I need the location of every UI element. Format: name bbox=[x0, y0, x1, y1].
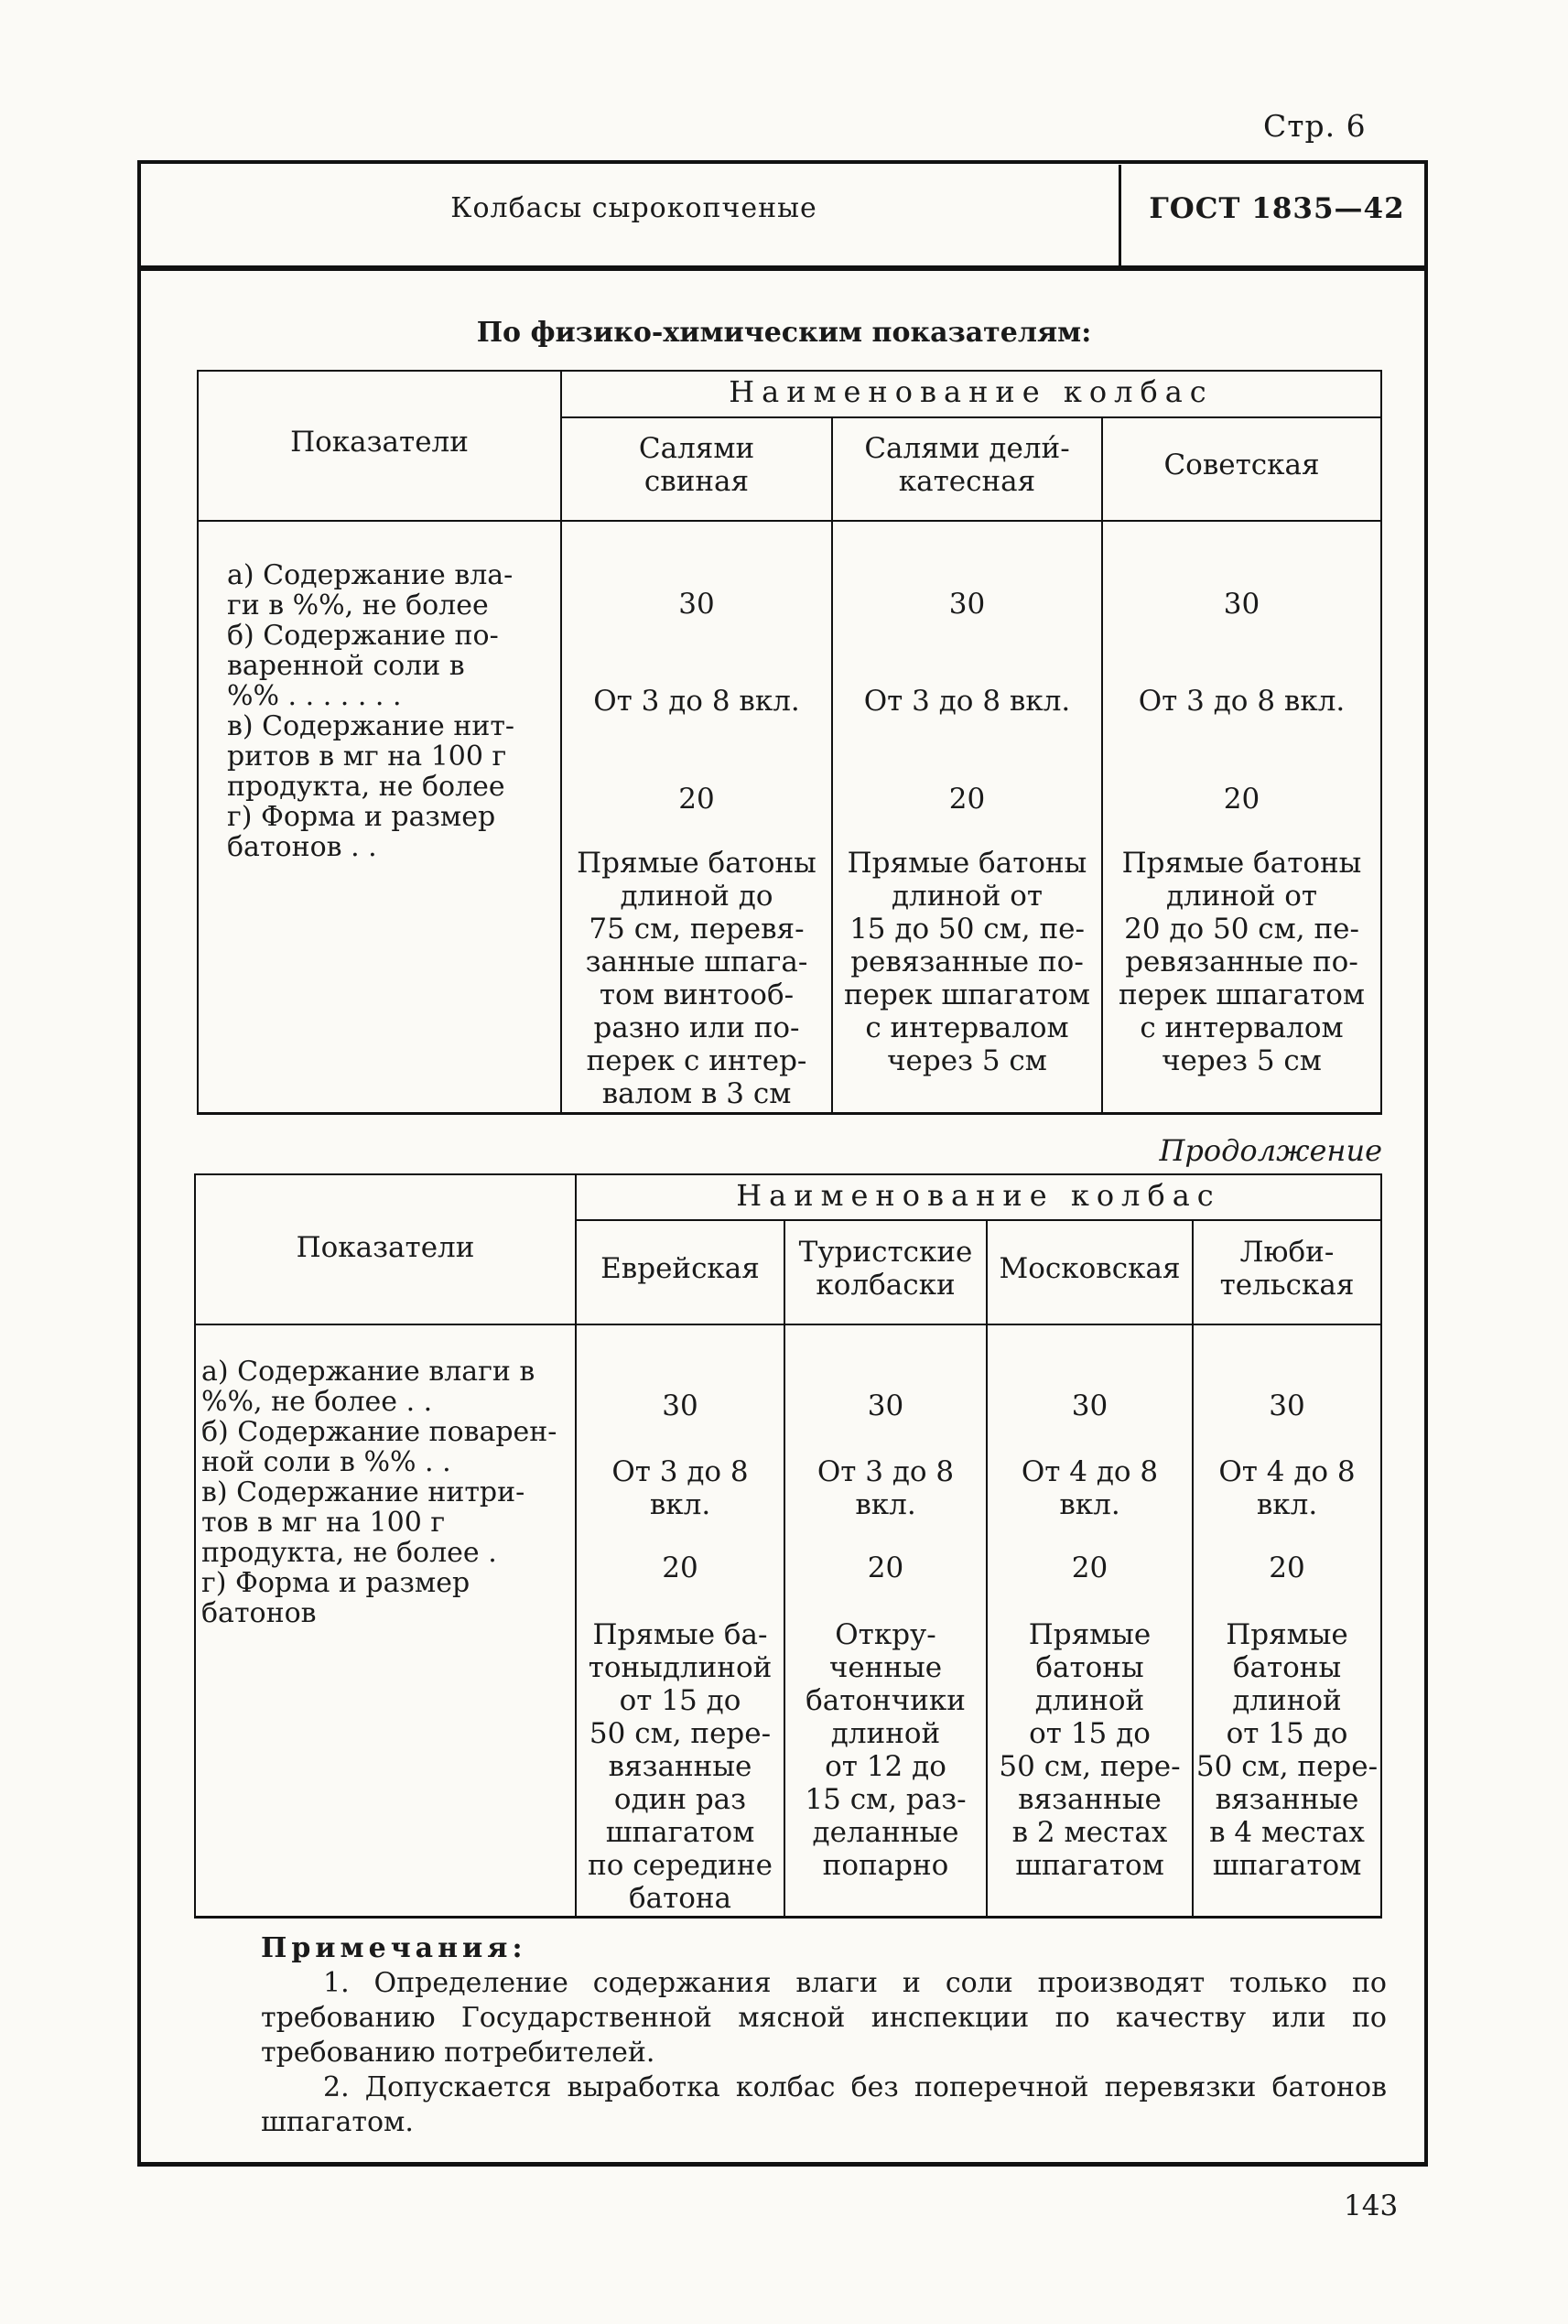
t2-moisture-1: 30 bbox=[662, 1389, 698, 1422]
continuation-label: Продолжение bbox=[1159, 1133, 1382, 1168]
t2-col-header-moskovskaya: Московская bbox=[999, 1252, 1181, 1285]
note-item-2: 2. Допускается выработка колбас без поперечной перевязки батонов шпагатом. bbox=[261, 2071, 1387, 2138]
t2-right-rule bbox=[1380, 1173, 1382, 1917]
t1-nitrites-2: 20 bbox=[948, 783, 986, 816]
header-top-rule bbox=[137, 160, 1428, 164]
t1-shape-2: Прямые батоны длиной от 15 до 50 см, пе- ревязанные по- перек шпагатом с интервалом через 5 см bbox=[843, 847, 1091, 1077]
t1-group-rule bbox=[560, 416, 1382, 418]
t2-shape-4: Прямые батоны длиной от 15 до 50 см, пере- вязанные в 4 местах шпагатом bbox=[1195, 1618, 1379, 1882]
t2-nitrites-4: 20 bbox=[1269, 1551, 1305, 1584]
t2-shape-3: Прямые батоны длиной от 15 до 50 см, пере- вязанные в 2 местах шпагатом bbox=[999, 1618, 1181, 1882]
t1-right-rule bbox=[1380, 370, 1382, 1113]
t1-indicators-list: а) Содержание вла- ги в %%, не более б) Содержание по- варенной соли в %% . . . . . . . в) Содержание нит- ритов в мг на 100 г продукта, не более г) Форма и размер батонов . . bbox=[227, 559, 515, 863]
t2-salt-1: От 3 до 8 вкл. bbox=[611, 1455, 749, 1521]
t1-col-header-salami-delicatessen: Салями дели́- катесная bbox=[864, 432, 1070, 498]
t1-shape-3: Прямые батоны длиной от 20 до 50 см, пе- ревязанные по- перек шпагатом с интервалом через 5 см bbox=[1118, 847, 1366, 1077]
t1-left-rule bbox=[197, 370, 199, 1113]
t2-shape-2: Откру- ченные батончики длиной от 12 до 15 см, раз- деланные попарно bbox=[805, 1618, 967, 1882]
notes-title: Примечания: bbox=[261, 1932, 527, 1964]
t1-col-header-sovetskaya: Советская bbox=[1163, 449, 1320, 481]
t1-nitrites-1: 20 bbox=[678, 783, 715, 816]
t2-salt-3: От 4 до 8 вкл. bbox=[1021, 1455, 1159, 1521]
t1-salt-3: От 3 до 8 вкл. bbox=[1138, 685, 1346, 718]
t1-nitrites-3: 20 bbox=[1223, 783, 1260, 816]
gost-number: ГОСТ 1835—42 bbox=[1149, 192, 1405, 225]
t1-indicators-header: Показатели bbox=[290, 426, 469, 459]
t2-bottom-rule bbox=[194, 1916, 1382, 1919]
t2-nitrites-1: 20 bbox=[662, 1551, 698, 1584]
t2-group-header: Наименование колбас bbox=[736, 1178, 1221, 1213]
t2-head-rule bbox=[194, 1324, 1382, 1325]
t2-col-header-evreyskaya: Еврейская bbox=[600, 1252, 760, 1285]
page-number-bottom: 143 bbox=[1344, 2189, 1399, 2222]
t1-shape-1: Прямые батоны длиной до 75 см, перевя- занные шпага- том винтооб- разно или по- перек с интер- валом в 3 см bbox=[577, 847, 816, 1110]
t1-bottom-rule bbox=[197, 1112, 1382, 1115]
t1-group-header: Наименование колбас bbox=[729, 374, 1214, 409]
t2-salt-4: От 4 до 8 вкл. bbox=[1218, 1455, 1356, 1521]
page-left-border bbox=[137, 160, 141, 2165]
t2-salt-2: От 3 до 8 вкл. bbox=[816, 1455, 955, 1521]
t1-top-rule bbox=[197, 370, 1382, 372]
t2-col-header-turistskie: Туристские колбаски bbox=[798, 1236, 973, 1302]
header-divider bbox=[1119, 165, 1121, 265]
t2-shape-1: Прямые ба- тоныдлиной от 15 до 50 см, пере- вязанные один раз шпагатом по середине батона bbox=[588, 1618, 773, 1915]
t1-col-header-salami-pork: Салями свиная bbox=[638, 432, 755, 498]
notes-block bbox=[261, 1931, 1387, 2140]
t2-moisture-4: 30 bbox=[1269, 1389, 1305, 1422]
t2-moisture-2: 30 bbox=[867, 1389, 904, 1422]
t2-nitrites-2: 20 bbox=[867, 1551, 904, 1584]
section-title: По физико-химическим показателям: bbox=[476, 317, 1092, 349]
t2-moisture-3: 30 bbox=[1071, 1389, 1108, 1422]
header-bottom-rule bbox=[137, 265, 1428, 271]
t1-moisture-3: 30 bbox=[1223, 588, 1260, 621]
note-item-1: 1. Определение содержания влаги и соли производят только по требованию Государственной мясной инспекции по качеству или по требованию потребителей. bbox=[261, 1967, 1387, 2069]
t2-group-rule bbox=[575, 1219, 1382, 1221]
t1-salt-1: От 3 до 8 вкл. bbox=[593, 685, 800, 718]
t2-indicators-header: Показатели bbox=[296, 1231, 475, 1264]
t1-moisture-1: 30 bbox=[678, 588, 715, 621]
t2-col-header-lyubitelskaya: Люби- тельская bbox=[1219, 1236, 1355, 1302]
t1-salt-2: От 3 до 8 вкл. bbox=[863, 685, 1071, 718]
document-title: Колбасы сырокопченые bbox=[450, 192, 817, 224]
t2-left-rule bbox=[194, 1173, 196, 1917]
t1-moisture-2: 30 bbox=[948, 588, 986, 621]
t2-indicators-list: а) Содержание влаги в %%, не более . . б) Содержание поварен- ной соли в %% . . в) Содержание нитри- тов в мг на 100 г продукта, не более . г) Форма и размер батонов bbox=[201, 1356, 557, 1629]
page-bottom-rule bbox=[137, 2162, 1428, 2167]
t1-head-rule bbox=[197, 520, 1382, 522]
t2-nitrites-3: 20 bbox=[1071, 1551, 1108, 1584]
page-right-border bbox=[1424, 160, 1428, 2165]
page-number-top: Стр. 6 bbox=[1263, 108, 1367, 144]
t2-top-rule bbox=[194, 1173, 1382, 1175]
